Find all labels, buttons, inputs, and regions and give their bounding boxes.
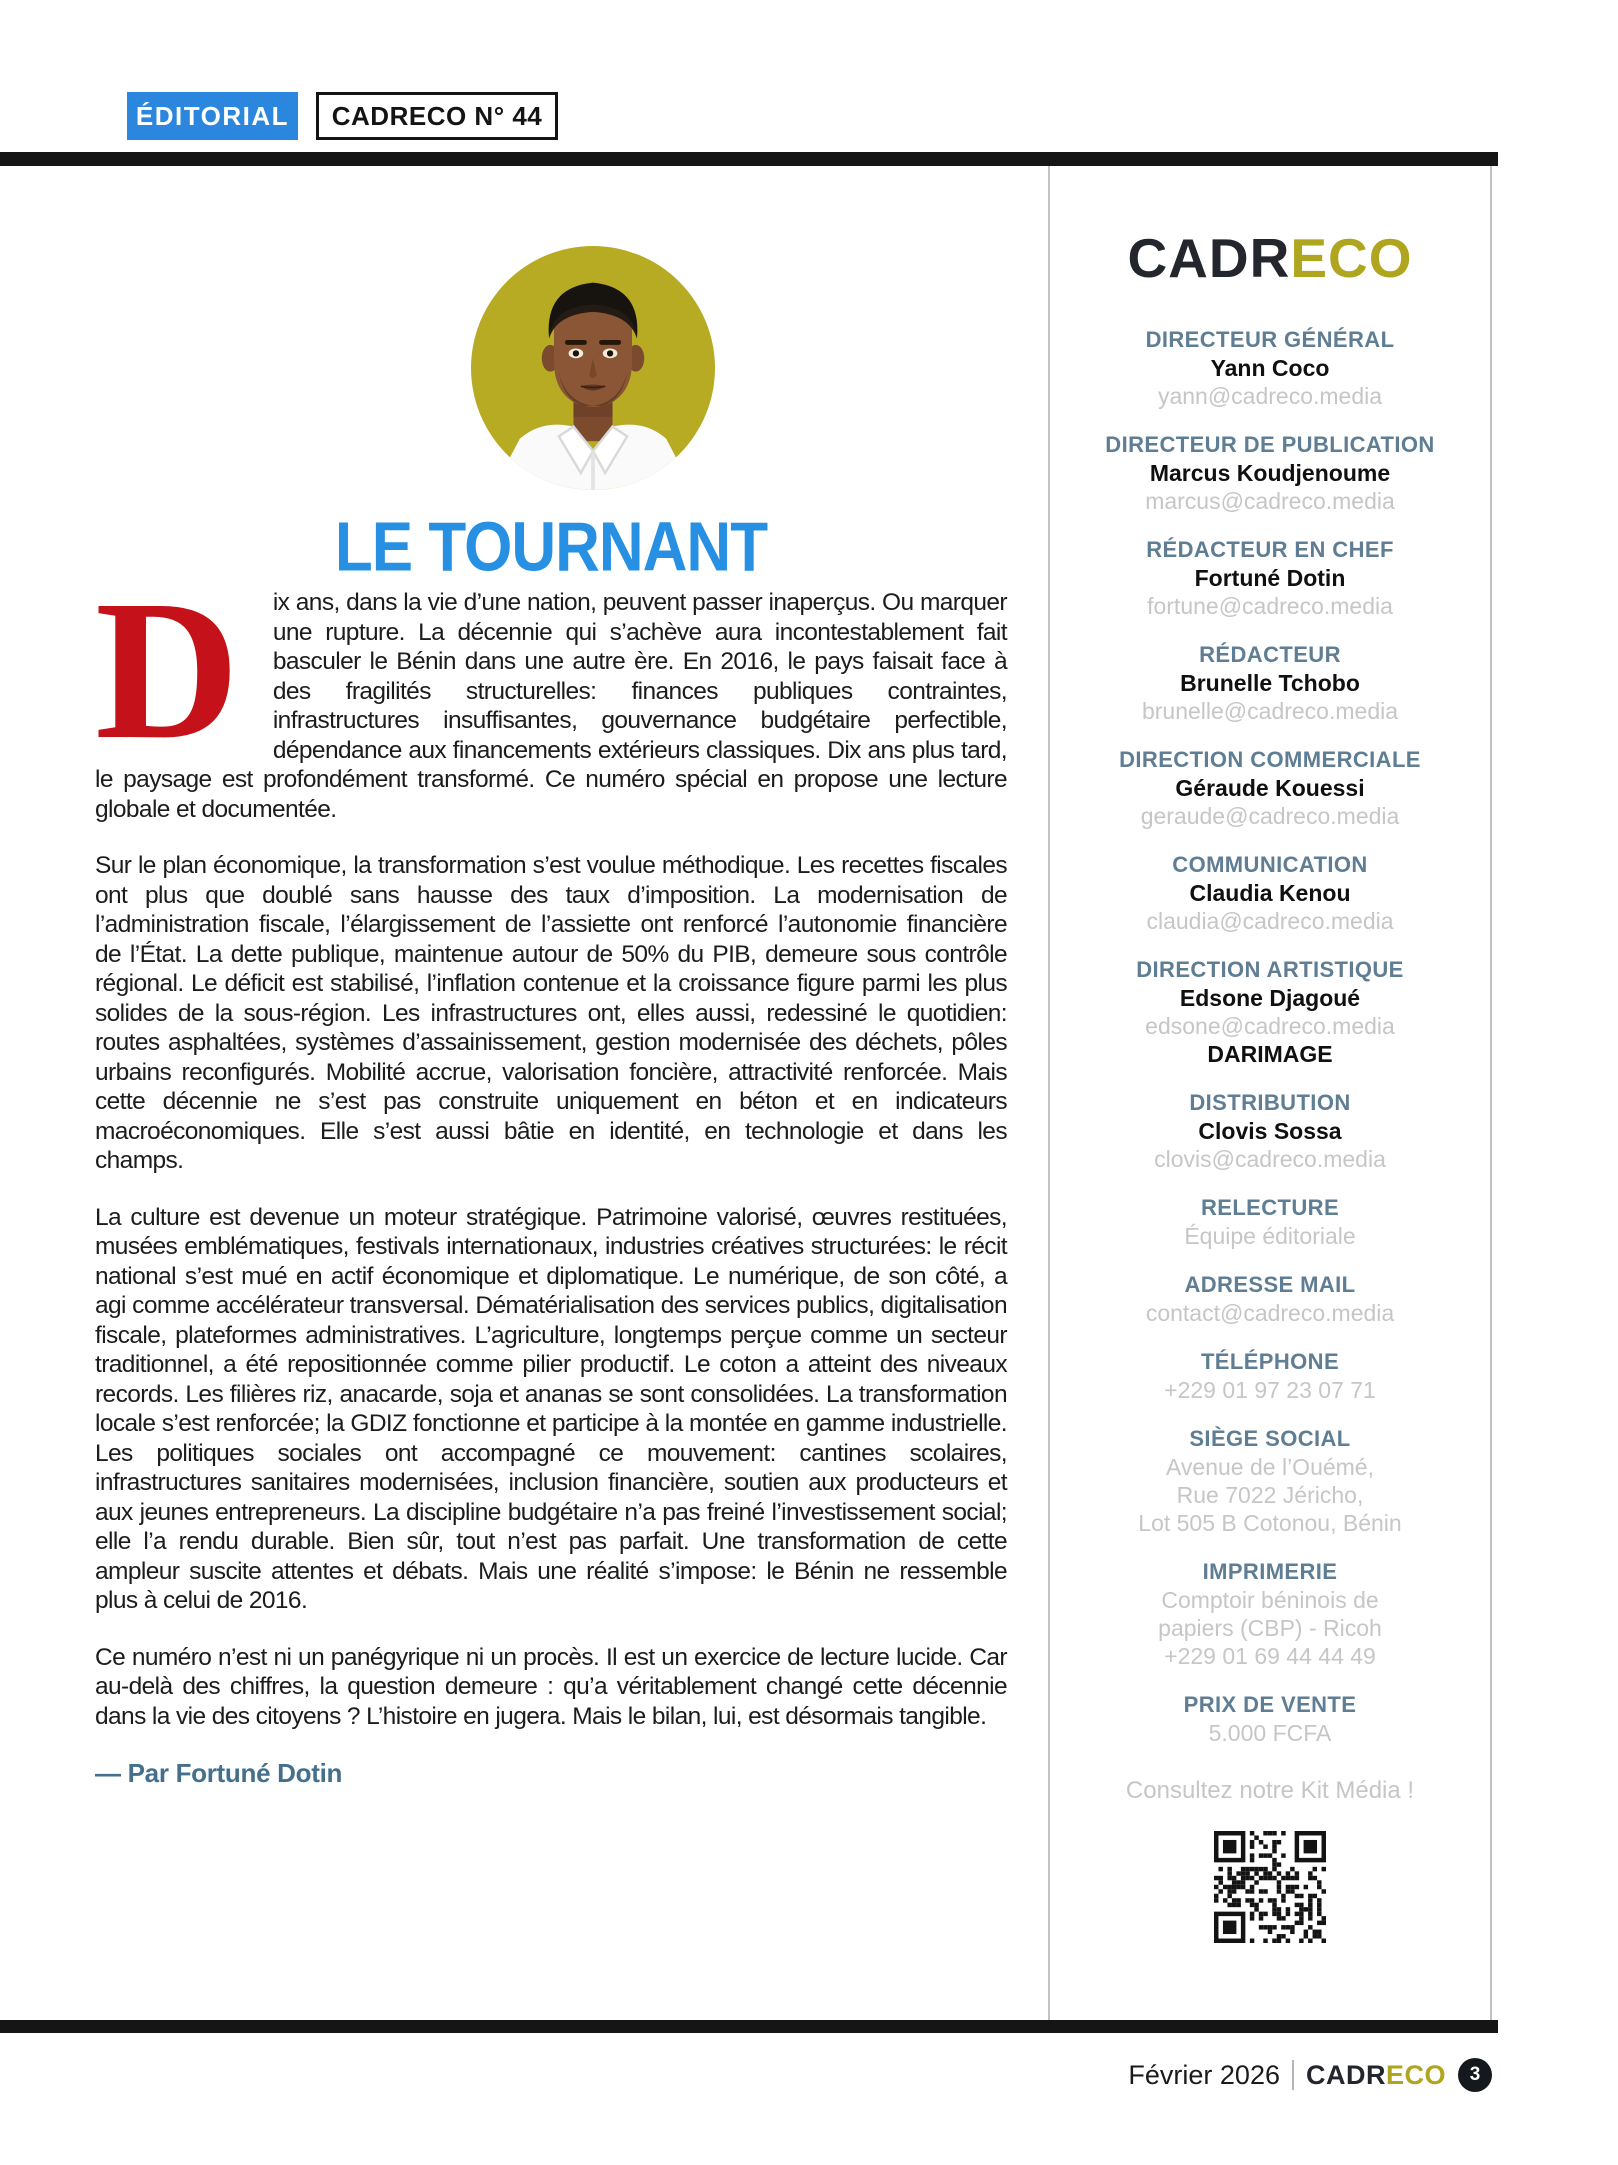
masthead-role: DIRECTEUR DE PUBLICATION — [1105, 432, 1435, 457]
masthead-name: Claudia Kenou — [1189, 880, 1351, 906]
masthead-detail: 5.000 FCFA — [1208, 1720, 1332, 1746]
masthead-detail: papiers (CBP) - Ricoh — [1158, 1615, 1382, 1641]
masthead-name: Fortuné Dotin — [1194, 565, 1346, 591]
masthead-role: TÉLÉPHONE — [1200, 1349, 1340, 1374]
masthead-role: RÉDACTEUR — [1199, 642, 1341, 667]
top-divider-bar — [0, 152, 1498, 166]
masthead-section — [1050, 1691, 1490, 1747]
cadreco-logo — [1050, 228, 1490, 288]
masthead-detail: contact@cadreco.media — [1145, 1300, 1395, 1326]
masthead-detail: edsone@cadreco.media — [1145, 1013, 1395, 1039]
masthead-section — [1050, 851, 1490, 935]
masthead-detail: Comptoir béninois de — [1161, 1587, 1379, 1613]
masthead-section — [1050, 326, 1490, 410]
article-paragraph: Ce numéro n’est ni un panégyrique ni un procès. Il est un exercice de lecture lucide. Car au-delà des chiffres, la question demeure : qu’a véritablement changé cette décennie dans la vie des citoyens ? L’histoire en jugera. Mais le bilan, lui, est désormais tangible. — [95, 1643, 1007, 1730]
masthead-section — [1050, 1348, 1490, 1404]
masthead-name: Géraude Kouessi — [1175, 775, 1365, 801]
footer-divider — [1292, 2060, 1294, 2090]
masthead-detail: brunelle@cadreco.media — [1141, 698, 1399, 724]
media-kit-note: Consultez notre Kit Média ! — [1125, 1777, 1415, 1804]
masthead-detail: Lot 505 B Cotonou, Bénin — [1138, 1510, 1402, 1536]
masthead-name: Marcus Koudjenoume — [1149, 460, 1391, 486]
article-paragraph: Sur le plan économique, la transformation s’est voulue méthodique. Les recettes fiscales ont plus que doublé sans hausse des taux d’imposition. La modernisation de l’administration fiscale, l’élargissement de l’assiette ont renforcé l’autonomie financière de l’État. La dette publique, maintenue autour de 50% du PIB, demeure sous contrôle régional. Le déficit est stabilisé, l’inflation contenue et la croissance figure parmi les plus solides de la sous-région. Les infrastructures ont, elles aussi, redessiné le quotidien: routes asphaltées, systèmes d’assainissement, gestion modernisée des déchets, pôles urbains reconfigurés. Mobilité accrue, valorisation foncière, attractivité renforcée. Mais cette décennie ne s’est pas construite uniquement en béton et en indicateurs macroéconomiques. Elle s’est aussi bâtie en identité, en technologie et dans les champs. — [95, 852, 1007, 1174]
masthead-name: Yann Coco — [1210, 355, 1330, 381]
masthead-role: RÉDACTEUR EN CHEF — [1146, 537, 1394, 562]
article-title: LE TOURNANT — [334, 509, 768, 587]
footer-brand-olive: ECO — [1385, 2059, 1446, 2090]
article-paragraph-lead-text: ix ans, dans la vie d’une nation, peuvent passer inaperçus. Ou marquer une rupture. La décennie qui s’achève aura incontestablement fait basculer le Bénin dans une autre ère. En 2016, le pays faisait face à des fragilités structurelles: finances publiques contraintes, infrastructures insuffisantes, gouvernance budgétaire perfectible, dépendance aux financements extérieurs classiques. Dix ans plus tard, le paysage est profondément transformé. Ce numéro spécial en propose une lecture globale et documentée. — [95, 589, 1007, 823]
masthead-section — [1050, 641, 1490, 725]
author-byline: — Par Fortuné Dotin — [95, 1758, 343, 1788]
masthead-role: DIRECTION ARTISTIQUE — [1136, 957, 1404, 982]
logo-part-olive: ECO — [1290, 227, 1413, 289]
masthead-name: Clovis Sossa — [1198, 1118, 1342, 1144]
masthead-section — [1050, 746, 1490, 830]
footer-brand — [1306, 2060, 1446, 2091]
portrait-illustration — [471, 246, 715, 490]
masthead-detail: Rue 7022 Jéricho, — [1176, 1482, 1364, 1508]
masthead-role: DIRECTION COMMERCIALE — [1119, 747, 1421, 772]
masthead-role: SIÈGE SOCIAL — [1189, 1426, 1351, 1451]
masthead-name: DARIMAGE — [1207, 1041, 1333, 1067]
masthead-section — [1050, 1271, 1490, 1327]
masthead-sections — [1050, 326, 1490, 1747]
masthead-section — [1050, 1425, 1490, 1537]
footer-date: Février 2026 — [1128, 2059, 1280, 2090]
masthead-section — [1050, 431, 1490, 515]
article-paragraphs — [95, 851, 1007, 1731]
author-portrait-photo — [471, 246, 715, 490]
category-badge: ÉDITORIAL — [127, 92, 298, 140]
masthead-role: DIRECTEUR GÉNÉRAL — [1145, 327, 1395, 352]
masthead-sidebar — [1050, 166, 1490, 1943]
masthead-role: RELECTURE — [1200, 1195, 1340, 1220]
masthead-detail: yann@cadreco.media — [1157, 383, 1383, 409]
masthead-role: ADRESSE MAIL — [1184, 1272, 1356, 1297]
masthead-section — [1050, 1194, 1490, 1250]
drop-cap: D — [95, 560, 239, 781]
article-paragraph: La culture est devenue un moteur stratégique. Patrimoine valorisé, œuvres restituées, musées emblématiques, festivals internationaux, industries créatives structurées: le récit national s’est mué en actif économique et diplomatique. Le numérique, de son côté, a agi comme accélérateur transversal. Dématérialisation des services publics, digitalisation fiscale, plateformes administratives. L’agriculture, longtemps perçue comme un secteur traditionnel, a été repositionnée comme pilier productif. Le coton a atteint des niveaux records. Les filières riz, anacarde, soja et ananas se sont consolidées. La transformation locale s’est renforcée; la GDIZ fonctionne et participe à la montée en gamme industrielle. Les politiques sociales ont accompagné ce mouvement: cantines scolaires, infrastructures sanitaires modernisées, inclusion financière, soutien aux producteurs et aux jeunes entrepreneurs. La discipline budgétaire n’a pas freiné l’investissement social; elle l’a rendu durable. Bien sûr, tout n’est pas parfait. Une transformation de cette ampleur suscite attentes et débats. Mais une réalité s’impose: le Bénin ne ressemble plus à celui de 2016. — [95, 1203, 1007, 1614]
masthead-detail: fortune@cadreco.media — [1147, 593, 1393, 619]
qr-code[interactable] — [1214, 1831, 1326, 1943]
masthead-role: PRIX DE VENTE — [1183, 1692, 1357, 1717]
bottom-divider-bar — [0, 2020, 1498, 2033]
page-number-badge: 3 — [1458, 2058, 1492, 2092]
masthead-section — [1050, 1558, 1490, 1670]
masthead-role: COMMUNICATION — [1172, 852, 1368, 877]
masthead-detail: +229 01 69 44 44 49 — [1164, 1643, 1376, 1669]
masthead-detail: +229 01 97 23 07 71 — [1164, 1377, 1376, 1403]
masthead-role: DISTRIBUTION — [1189, 1090, 1351, 1115]
footer-brand-dark: CADR — [1305, 2059, 1386, 2090]
masthead-role: IMPRIMERIE — [1202, 1559, 1338, 1584]
sidebar-right-rule — [1490, 166, 1492, 2020]
masthead-detail: claudia@cadreco.media — [1146, 908, 1394, 934]
masthead-detail: clovis@cadreco.media — [1154, 1146, 1386, 1172]
masthead-detail: Équipe éditoriale — [1184, 1223, 1356, 1249]
masthead-detail: geraude@cadreco.media — [1140, 803, 1400, 829]
masthead-detail: marcus@cadreco.media — [1145, 488, 1395, 514]
masthead-section — [1050, 956, 1490, 1068]
logo-part-dark: CADR — [1127, 227, 1291, 289]
article-paragraph-lead — [95, 560, 1007, 824]
issue-badge: CADRECO N° 44 — [316, 92, 558, 140]
page-footer — [0, 2058, 1492, 2092]
qr-code-container — [1050, 1831, 1490, 1943]
masthead-detail: Avenue de l’Ouémé, — [1166, 1454, 1374, 1480]
masthead-name: Edsone Djagoué — [1179, 985, 1361, 1011]
masthead-name: Brunelle Tchobo — [1180, 670, 1360, 696]
masthead-section — [1050, 536, 1490, 620]
masthead-section — [1050, 1089, 1490, 1173]
article-body — [95, 560, 1007, 1789]
